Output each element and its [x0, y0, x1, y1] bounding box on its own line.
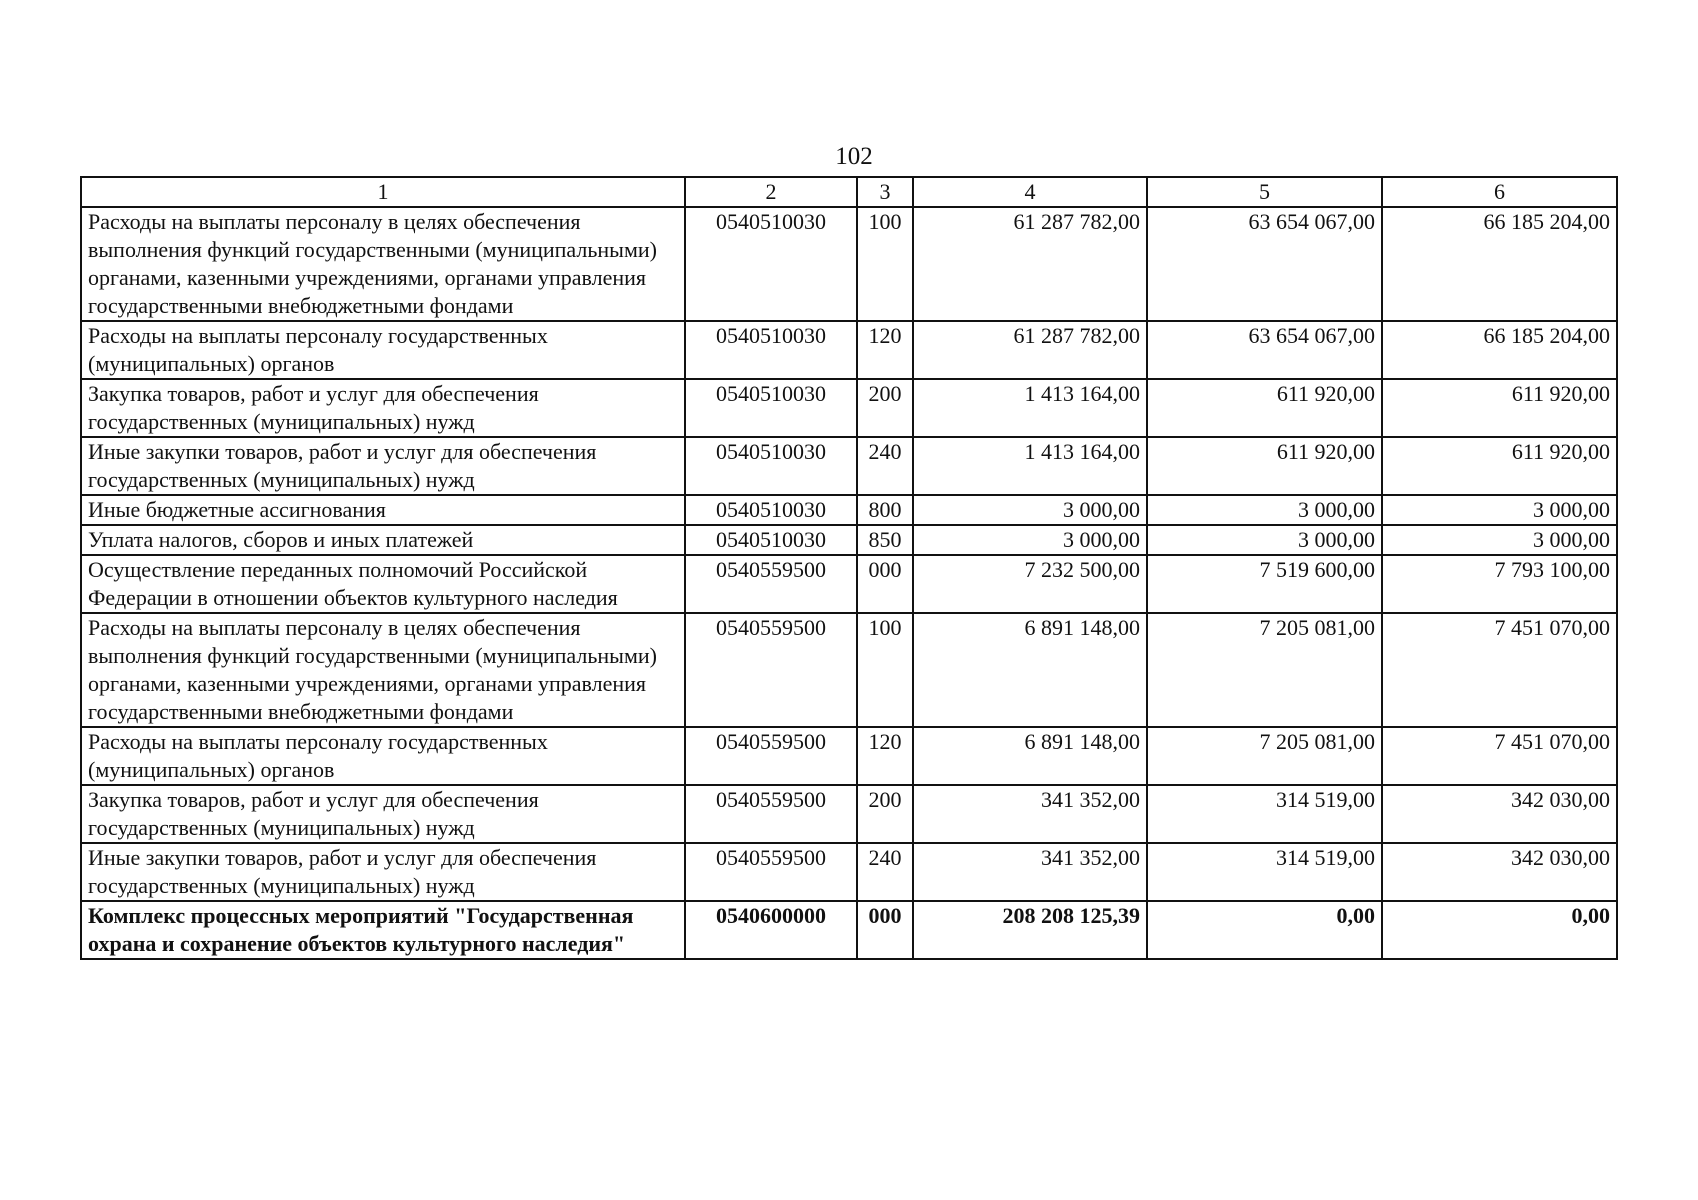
column-header-3: 3	[857, 177, 913, 207]
row-amount-col5: 611 920,00	[1147, 379, 1382, 437]
row-name: Расходы на выплаты персоналу государственных (муниципальных) органов	[81, 321, 685, 379]
table-row	[81, 727, 1617, 785]
row-name: Иные бюджетные ассигнования	[81, 495, 685, 525]
row-name: Расходы на выплаты персоналу в целях обеспечения выполнения функций государственными (муниципальными) органами, казенными учреждениями, органами управления государственными внебюджетными фондами	[81, 207, 685, 321]
row-amount-col4: 341 352,00	[913, 785, 1147, 843]
row-kind: 200	[857, 379, 913, 437]
budget-table	[80, 176, 1618, 960]
row-amount-col4: 3 000,00	[913, 525, 1147, 555]
row-amount-col6: 3 000,00	[1382, 495, 1617, 525]
table-row	[81, 843, 1617, 901]
row-amount-col4: 1 413 164,00	[913, 437, 1147, 495]
row-name: Расходы на выплаты персоналу в целях обеспечения выполнения функций государственными (муниципальными) органами, казенными учреждениями, органами управления государственными внебюджетными фондами	[81, 613, 685, 727]
row-kind: 120	[857, 727, 913, 785]
row-amount-col6: 3 000,00	[1382, 525, 1617, 555]
row-amount-col6: 66 185 204,00	[1382, 207, 1617, 321]
header-row	[81, 177, 1617, 207]
table-row	[81, 901, 1617, 959]
row-amount-col6: 0,00	[1382, 901, 1617, 959]
row-amount-col6: 342 030,00	[1382, 843, 1617, 901]
row-name: Иные закупки товаров, работ и услуг для обеспечения государственных (муниципальных) нужд	[81, 843, 685, 901]
row-amount-col5: 3 000,00	[1147, 495, 1382, 525]
column-header-6: 6	[1382, 177, 1617, 207]
row-name: Осуществление переданных полномочий Российской Федерации в отношении объектов культурного наследия	[81, 555, 685, 613]
row-amount-col6: 7 793 100,00	[1382, 555, 1617, 613]
row-code: 0540510030	[685, 207, 857, 321]
row-amount-col4: 6 891 148,00	[913, 613, 1147, 727]
row-amount-col5: 63 654 067,00	[1147, 207, 1382, 321]
row-code: 0540559500	[685, 727, 857, 785]
row-name: Иные закупки товаров, работ и услуг для обеспечения государственных (муниципальных) нужд	[81, 437, 685, 495]
column-header-4: 4	[913, 177, 1147, 207]
table-row	[81, 321, 1617, 379]
row-kind: 240	[857, 843, 913, 901]
row-name: Уплата налогов, сборов и иных платежей	[81, 525, 685, 555]
row-amount-col5: 63 654 067,00	[1147, 321, 1382, 379]
row-amount-col4: 3 000,00	[913, 495, 1147, 525]
row-amount-col6: 66 185 204,00	[1382, 321, 1617, 379]
row-kind: 100	[857, 207, 913, 321]
row-code: 0540510030	[685, 437, 857, 495]
row-amount-col5: 314 519,00	[1147, 843, 1382, 901]
row-amount-col4: 208 208 125,39	[913, 901, 1147, 959]
row-kind: 000	[857, 555, 913, 613]
row-kind: 200	[857, 785, 913, 843]
table-row	[81, 379, 1617, 437]
row-amount-col5: 3 000,00	[1147, 525, 1382, 555]
row-amount-col4: 6 891 148,00	[913, 727, 1147, 785]
row-amount-col6: 342 030,00	[1382, 785, 1617, 843]
column-header-2: 2	[685, 177, 857, 207]
row-code: 0540510030	[685, 525, 857, 555]
row-amount-col4: 1 413 164,00	[913, 379, 1147, 437]
row-amount-col6: 611 920,00	[1382, 379, 1617, 437]
table-row	[81, 555, 1617, 613]
row-code: 0540600000	[685, 901, 857, 959]
row-amount-col5: 7 205 081,00	[1147, 727, 1382, 785]
row-name: Закупка товаров, работ и услуг для обеспечения государственных (муниципальных) нужд	[81, 785, 685, 843]
row-amount-col6: 7 451 070,00	[1382, 727, 1617, 785]
row-amount-col4: 61 287 782,00	[913, 321, 1147, 379]
row-name: Закупка товаров, работ и услуг для обеспечения государственных (муниципальных) нужд	[81, 379, 685, 437]
table-row	[81, 525, 1617, 555]
row-amount-col5: 7 205 081,00	[1147, 613, 1382, 727]
row-code: 0540510030	[685, 379, 857, 437]
row-kind: 100	[857, 613, 913, 727]
row-code: 0540559500	[685, 555, 857, 613]
row-name: Расходы на выплаты персоналу государственных (муниципальных) органов	[81, 727, 685, 785]
column-header-5: 5	[1147, 177, 1382, 207]
table-row	[81, 785, 1617, 843]
row-amount-col6: 611 920,00	[1382, 437, 1617, 495]
row-kind: 850	[857, 525, 913, 555]
row-code: 0540559500	[685, 613, 857, 727]
page-number: 102	[835, 143, 873, 170]
table-body	[81, 207, 1617, 959]
row-kind: 000	[857, 901, 913, 959]
row-name: Комплекс процессных мероприятий "Государственная охрана и сохранение объектов культурного наследия"	[81, 901, 685, 959]
row-amount-col4: 7 232 500,00	[913, 555, 1147, 613]
row-code: 0540510030	[685, 321, 857, 379]
column-header-1: 1	[81, 177, 685, 207]
row-amount-col5: 611 920,00	[1147, 437, 1382, 495]
row-amount-col4: 61 287 782,00	[913, 207, 1147, 321]
row-amount-col4: 341 352,00	[913, 843, 1147, 901]
row-kind: 800	[857, 495, 913, 525]
table-row	[81, 613, 1617, 727]
table-row	[81, 437, 1617, 495]
row-amount-col5: 0,00	[1147, 901, 1382, 959]
row-amount-col6: 7 451 070,00	[1382, 613, 1617, 727]
row-amount-col5: 314 519,00	[1147, 785, 1382, 843]
row-code: 0540559500	[685, 785, 857, 843]
row-amount-col5: 7 519 600,00	[1147, 555, 1382, 613]
row-code: 0540559500	[685, 843, 857, 901]
row-kind: 240	[857, 437, 913, 495]
row-code: 0540510030	[685, 495, 857, 525]
table-row	[81, 207, 1617, 321]
row-kind: 120	[857, 321, 913, 379]
table-row	[81, 495, 1617, 525]
